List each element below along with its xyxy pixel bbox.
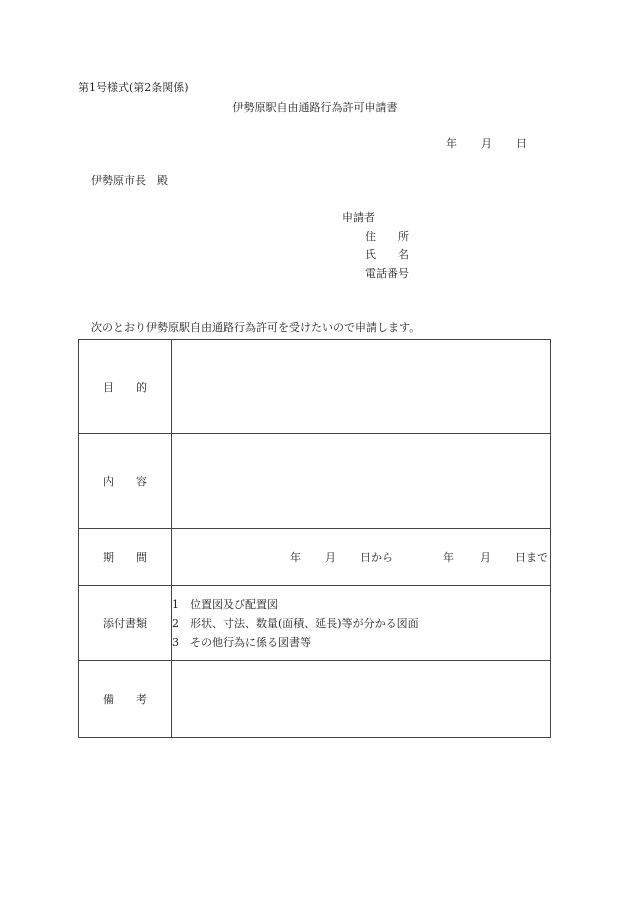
period-from-month: 月 [325, 551, 336, 564]
name-label: 氏 名 [365, 248, 409, 261]
attachment-item: 3 その他行為に係る図書等 [172, 635, 311, 649]
period-to-month: 月 [480, 551, 491, 564]
attachments-label: 添付書類 [79, 586, 172, 661]
content-field[interactable] [172, 434, 551, 529]
period-label: 期 間 [79, 529, 172, 586]
page-title: 伊勢原駅自由通路行為許可申請書 [232, 101, 398, 114]
remarks-label: 備 考 [79, 661, 172, 738]
intro-text: 次のとおり伊勢原駅自由通路行為許可を受けたいので申請します。 [91, 321, 421, 334]
date-month: 月 [481, 137, 492, 150]
period-to-day: 日まで [515, 551, 548, 564]
address-label: 住 所 [365, 230, 409, 243]
period-from-year: 年 [290, 551, 301, 564]
date-year: 年 [446, 137, 457, 150]
application-table [78, 339, 551, 738]
purpose-field[interactable] [172, 340, 551, 434]
applicant-heading: 申請者 [342, 211, 375, 224]
purpose-label: 目 的 [79, 340, 172, 434]
period-to-year: 年 [443, 551, 454, 564]
date-day: 日 [516, 137, 527, 150]
addressee: 伊勢原市長 殿 [91, 174, 168, 187]
attachment-item: 1 位置図及び配置図 [172, 597, 278, 611]
period-from-day: 日から [360, 551, 393, 564]
attachments-list [172, 586, 551, 661]
attachment-item: 2 形状、寸法、数量(面積、延長)等が分かる図面 [172, 616, 419, 630]
form-number: 第1号様式(第2条関係) [78, 81, 189, 94]
content-label: 内 容 [79, 434, 172, 529]
remarks-field[interactable] [172, 661, 551, 738]
period-field[interactable] [172, 529, 551, 586]
phone-label: 電話番号 [365, 267, 409, 280]
